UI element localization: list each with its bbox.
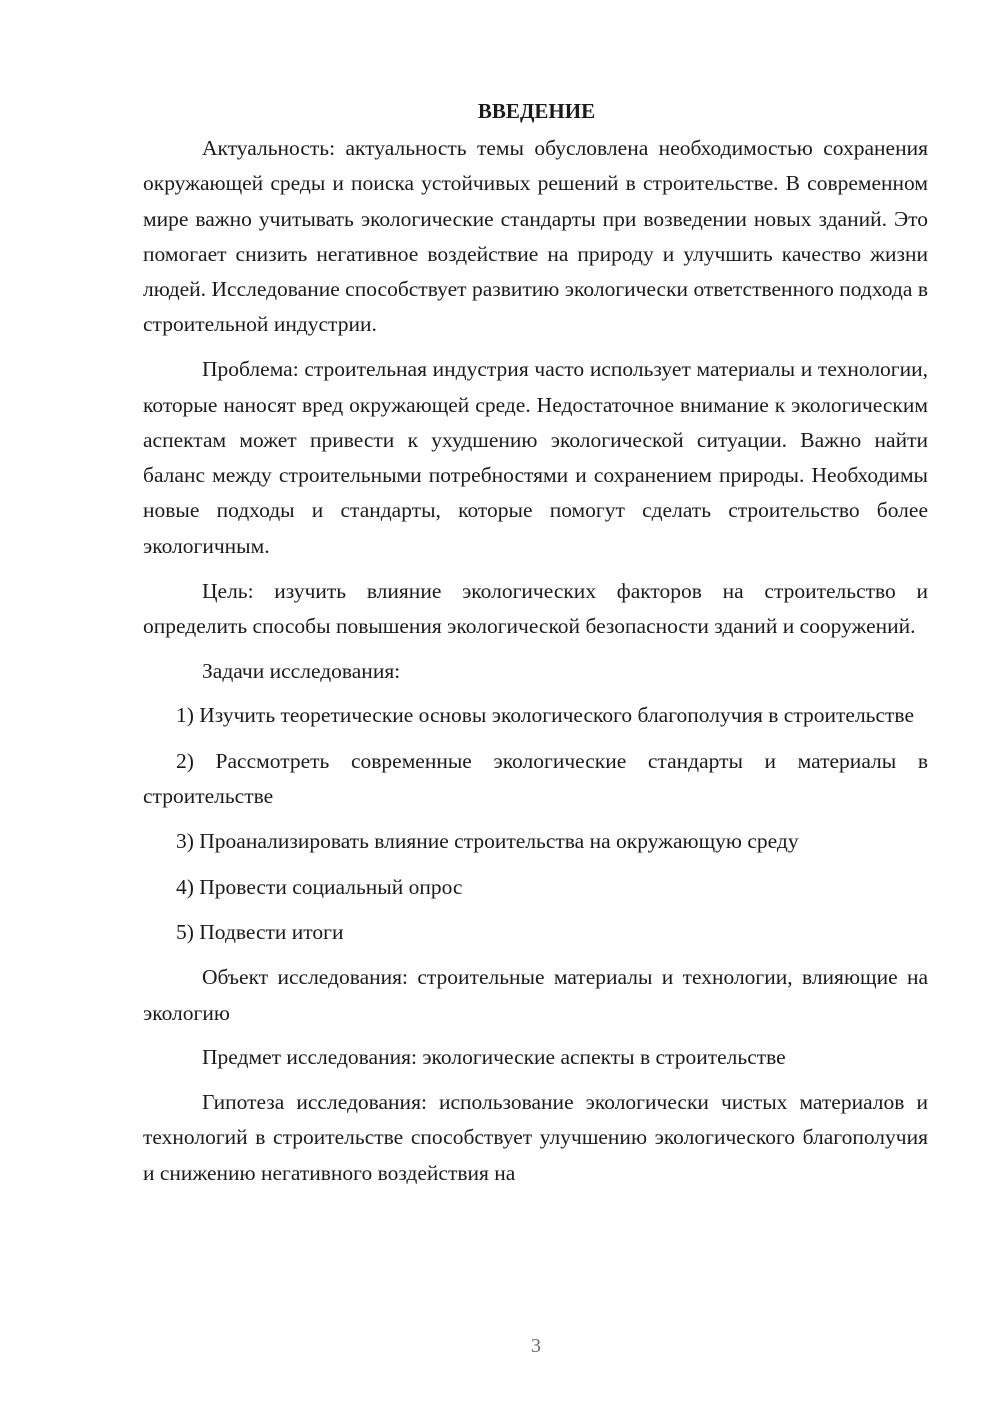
paragraph-object: Объект исследования: строительные материалы и технологии, влияющие на экологию <box>143 965 928 1025</box>
task-item-4: 4) Провести социальный опрос <box>176 874 463 899</box>
tasks-heading: Задачи исследования: <box>202 658 401 683</box>
paragraph-problem: Проблема: строительная индустрия часто использует материалы и технологии, которые наносят вред окружающей среде. Недостаточное внимание к экологическим аспектам может привести к ухудшению экологической ситуации. Важно найти баланс между строительными потребностями и сохранением природы. Необходимы новые подходы и стандарты, которые помогут сделать строительство более экологичным. <box>143 357 928 558</box>
task-item-3: 3) Проанализировать влияние строительства на окружающую среду <box>176 829 799 854</box>
task-item-1: 1) Изучить теоретические основы экологического благополучия в строительстве <box>176 703 914 728</box>
paragraph-goal: Цель: изучить влияние экологических факторов на строительство и определить способы повышения экологической безопасности зданий и сооружений. <box>143 578 928 638</box>
section-title: ВВЕДЕНИЕ <box>477 99 596 123</box>
task-item-5: 5) Подвести итоги <box>176 919 344 944</box>
task-item-2: 2) Рассмотреть современные экологические стандарты и материалы в строительстве <box>143 748 928 809</box>
document-page <box>143 94 928 1191</box>
paragraph-subject: Предмет исследования: экологические аспекты в строительстве <box>202 1045 786 1070</box>
page-number: 3 <box>531 1335 541 1357</box>
paragraph-relevance: Актуальность: актуальность темы обусловлена необходимостью сохранения окружающей среды и поиска устойчивых решений в строительстве. В современном мире важно учитывать экологические стандарты при возведении новых зданий. Это помогает снизить негативное воздействие на природу и улучшить качество жизни людей. Исследование способствует развитию экологически ответственного подхода в строительной индустрии. <box>143 136 928 337</box>
paragraph-hypothesis: Гипотеза исследования: использование экологически чистых материалов и технологий в строительстве способствует улучшению экологического благополучия и снижению негативного воздействия на <box>143 1090 928 1185</box>
